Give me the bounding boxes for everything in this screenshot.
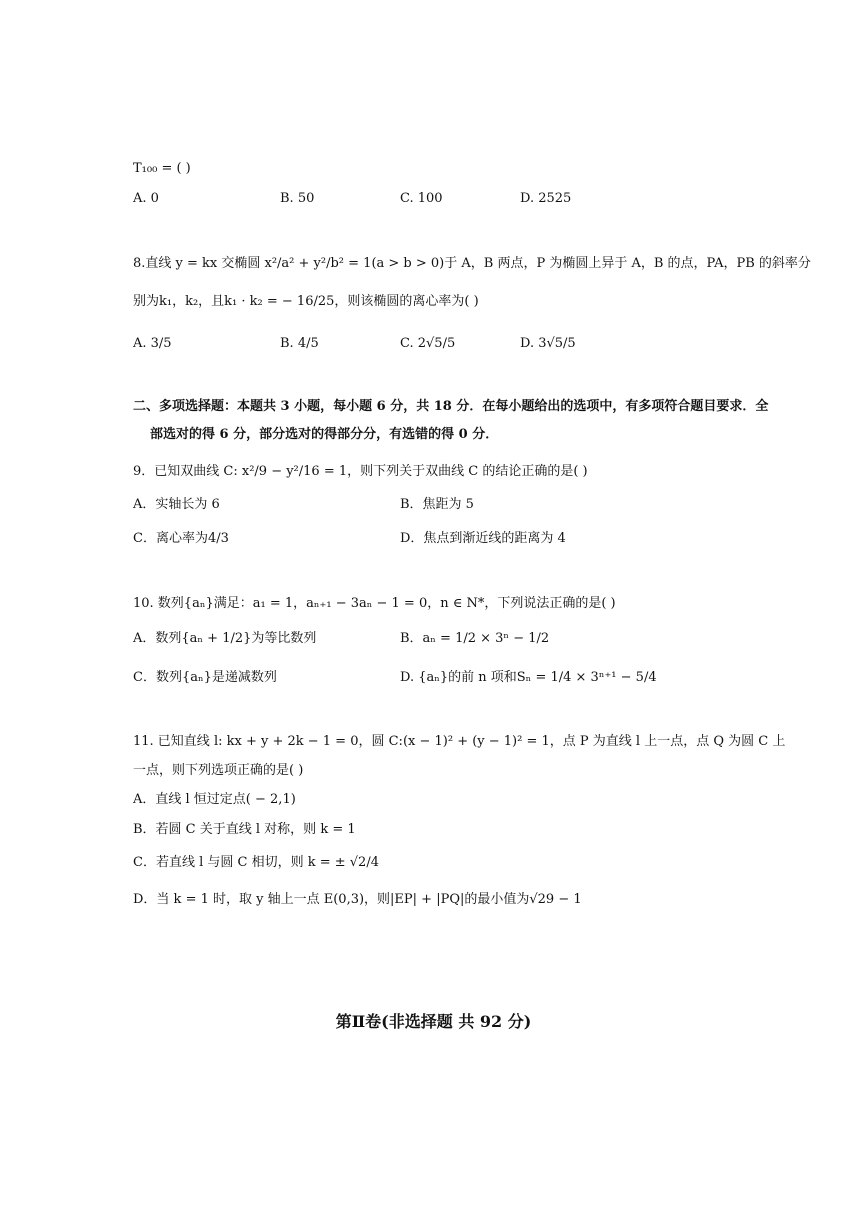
q7-tail: T₁₀₀ = ( ) bbox=[133, 161, 191, 176]
section2-heading-line1: 二、多项选择题：本题共 3 小题，每小题 6 分，共 18 分．在每小题给出的选项中，有多项符合题目要求．全 bbox=[133, 399, 769, 414]
q8-option-d: D. 3√5/5 bbox=[520, 336, 576, 351]
section2-heading-line2: 部选对的得 6 分，部分选对的得部分分，有选错的得 0 分． bbox=[150, 427, 499, 442]
part2-title: 第Ⅱ卷(非选择题 共 92 分) bbox=[335, 1012, 532, 1031]
q11-option-b: B．若圆 C 关于直线 l 对称，则 k = 1 bbox=[133, 822, 356, 837]
q9-option-d: D．焦点到渐近线的距离为 4 bbox=[400, 531, 566, 546]
q11-stem-line1: 11. 已知直线 l: kx + y + 2k − 1 = 0，圆 C:(x − 1)² + (y − 1)² = 1，点 P 为直线 l 上一点，点 Q 为圆 C 上 bbox=[133, 734, 786, 749]
q11-stem-line2: 一点，则下列选项正确的是( ) bbox=[133, 763, 304, 778]
q9-option-b: B．焦距为 5 bbox=[400, 497, 474, 512]
q10-option-c: C．数列{aₙ}是递减数列 bbox=[133, 670, 277, 685]
q10-option-d: D. {aₙ}的前 n 项和Sₙ = 1/4 × 3ⁿ⁺¹ − 5/4 bbox=[400, 670, 657, 685]
q11-option-d: D．当 k = 1 时，取 y 轴上一点 E(0,3)，则|EP| + |PQ|的最小值为√29 − 1 bbox=[133, 892, 582, 907]
q10-option-b: B．aₙ = 1/2 × 3ⁿ − 1/2 bbox=[400, 631, 550, 646]
q8-stem-line1: 8.直线 y = kx 交椭圆 x²/a² + y²/b² = 1(a > b > 0)于 A，B 两点，P 为椭圆上异于 A，B 的点，PA，PB 的斜率分 bbox=[133, 256, 811, 271]
q8-option-c: C. 2√5/5 bbox=[400, 336, 456, 351]
q10-stem: 10. 数列{aₙ}满足：a₁ = 1，aₙ₊₁ − 3aₙ − 1 = 0，n ∈ N*，下列说法正确的是( ) bbox=[133, 596, 616, 611]
q7-option-a: A. 0 bbox=[133, 191, 159, 206]
q8-stem-line2: 别为k₁，k₂，且k₁ · k₂ = − 16/25，则该椭圆的离心率为( ) bbox=[133, 294, 479, 309]
q11-option-c: C．若直线 l 与圆 C 相切，则 k = ± √2/4 bbox=[133, 855, 379, 870]
q8-option-b: B. 4/5 bbox=[280, 336, 319, 351]
q7-option-b: B. 50 bbox=[280, 191, 315, 206]
q10-option-a: A．数列{aₙ + 1/2}为等比数列 bbox=[133, 631, 317, 646]
q7-option-c: C. 100 bbox=[400, 191, 443, 206]
q9-stem: 9．已知双曲线 C: x²/9 − y²/16 = 1，则下列关于双曲线 C 的结论正确的是( ) bbox=[133, 464, 588, 479]
q8-option-a: A. 3/5 bbox=[133, 336, 172, 351]
q9-option-c: C．离心率为4/3 bbox=[133, 531, 229, 546]
q11-option-a: A．直线 l 恒过定点( − 2,1) bbox=[133, 792, 296, 807]
q7-option-d: D. 2525 bbox=[520, 191, 572, 206]
q9-option-a: A．实轴长为 6 bbox=[133, 497, 220, 512]
